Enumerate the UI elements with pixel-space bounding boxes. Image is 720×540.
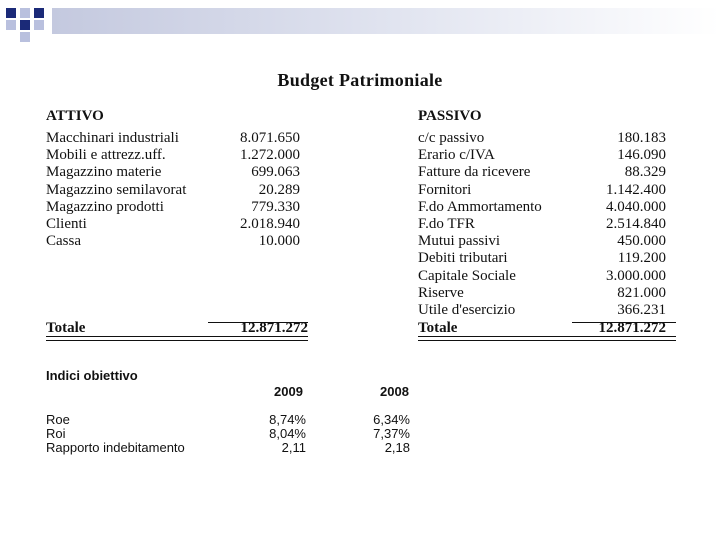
attivo-row	[46, 216, 300, 233]
decor-square	[20, 32, 30, 42]
attivo-value: 20.289	[258, 181, 300, 198]
attivo-label: Magazzino prodotti	[46, 198, 164, 215]
attivo-value: 8.071.650	[240, 130, 300, 146]
passivo-total-value: 12.871.272	[598, 320, 666, 336]
passivo-row	[418, 182, 666, 199]
passivo-label: Riserve	[418, 284, 464, 301]
passivo-label: Erario c/IVA	[418, 147, 495, 164]
attivo-row	[46, 199, 300, 216]
indici-value-2008: 2,18	[384, 440, 410, 455]
indici-row	[46, 412, 410, 427]
attivo-value: 1.272.000	[240, 147, 300, 164]
passivo-label: Capitale Sociale	[418, 267, 516, 284]
passivo-row	[418, 233, 666, 250]
decor-square	[6, 8, 16, 18]
indici-section	[46, 368, 446, 468]
passivo-value: 366.231	[617, 302, 666, 318]
year-2009-header: 2009	[274, 384, 303, 399]
attivo-heading: ATTIVO	[46, 108, 104, 124]
attivo-label: Magazzino materie	[46, 164, 162, 181]
attivo-row	[46, 182, 300, 199]
slide-decoration	[0, 0, 60, 45]
indici-label: Roe	[46, 412, 70, 427]
decor-square	[20, 8, 30, 18]
passivo-label: Fornitori	[418, 181, 472, 198]
passivo-label: F.do TFR	[418, 216, 475, 232]
decor-square	[34, 8, 44, 18]
page-title: Budget Patrimoniale	[277, 70, 443, 90]
passivo-label: Fatture da ricevere	[418, 164, 531, 181]
passivo-row	[418, 164, 666, 181]
passivo-value: 1.142.400	[606, 181, 666, 198]
indici-value-2009: 2,11	[281, 440, 306, 455]
attivo-label: Macchinari industriali	[46, 130, 179, 146]
attivo-total-row	[46, 320, 308, 337]
indici-label: Roi	[46, 426, 66, 441]
passivo-label: Mutui passivi	[418, 233, 501, 250]
passivo-value: 450.000	[617, 233, 666, 250]
indici-value-2009: 8,74%	[269, 412, 306, 427]
total-double-rule	[46, 336, 308, 341]
indici-heading: Indici obiettivo	[46, 368, 138, 383]
passivo-total-label: Totale	[418, 320, 458, 336]
passivo-label: Debiti tributari	[418, 250, 508, 267]
header-gradient-bar	[52, 8, 720, 34]
attivo-label: Cassa	[46, 233, 81, 250]
attivo-row	[46, 130, 300, 147]
indici-value-2009: 8,04%	[269, 426, 306, 441]
passivo-value: 2.514.840	[606, 216, 666, 232]
decor-square	[20, 20, 30, 30]
attivo-total-value: 12.871.272	[240, 320, 308, 336]
attivo-value: 10.000	[258, 233, 300, 250]
passivo-value: 821.000	[617, 284, 666, 301]
passivo-value: 119.200	[617, 250, 666, 267]
total-double-rule	[418, 336, 676, 341]
indici-value-2008: 7,37%	[373, 426, 410, 441]
indici-label: Rapporto indebitamento	[46, 440, 185, 455]
decor-square	[6, 20, 16, 30]
passivo-row	[418, 285, 666, 302]
indici-value-2008: 6,34%	[373, 412, 410, 427]
attivo-label: Mobili e attrezz.uff.	[46, 147, 166, 164]
passivo-label: F.do Ammortamento	[418, 198, 542, 215]
passivo-value: 180.183	[617, 130, 666, 146]
passivo-value: 146.090	[617, 147, 666, 164]
indici-row	[46, 440, 410, 455]
decor-square	[34, 20, 44, 30]
passivo-row	[418, 147, 666, 164]
passivo-label: Utile d'esercizio	[418, 302, 516, 318]
indici-row	[46, 426, 410, 441]
passivo-value: 88.329	[624, 164, 666, 181]
attivo-value: 779.330	[251, 198, 300, 215]
year-2008-header: 2008	[380, 384, 409, 399]
passivo-label: c/c passivo	[418, 130, 485, 146]
attivo-label: Magazzino semilavorat	[46, 181, 187, 198]
attivo-label: Clienti	[46, 216, 87, 232]
attivo-total-label: Totale	[46, 320, 86, 336]
passivo-row	[418, 216, 666, 233]
passivo-row	[418, 268, 666, 285]
passivo-row	[418, 302, 666, 319]
attivo-row	[46, 233, 300, 250]
passivo-value: 3.000.000	[606, 267, 666, 284]
passivo-value: 4.040.000	[606, 198, 666, 215]
attivo-value: 699.063	[251, 164, 300, 181]
attivo-row	[46, 164, 300, 181]
passivo-row	[418, 130, 666, 147]
passivo-heading: PASSIVO	[418, 108, 482, 124]
passivo-total-row	[418, 320, 666, 337]
attivo-row	[46, 147, 300, 164]
passivo-row	[418, 199, 666, 216]
passivo-row	[418, 250, 666, 267]
attivo-value: 2.018.940	[240, 216, 300, 232]
